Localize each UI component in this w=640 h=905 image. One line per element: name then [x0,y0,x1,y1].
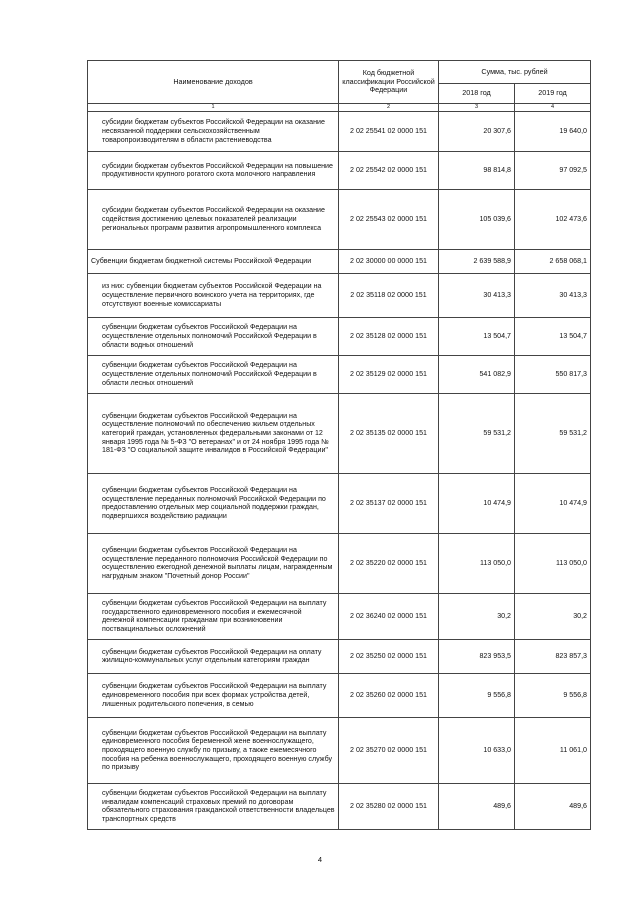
table-row [88,189,591,249]
table-row [88,393,591,473]
row-code: 2 02 30000 00 0000 151 [339,249,439,273]
row-name: субсидии бюджетам субъектов Российской Федерации на оказание несвязанной поддержки сельскохозяйственным товаропроизводителям в области растениеводства [88,111,339,151]
row-2018-value: 2 639 588,9 [439,249,515,273]
row-2019-value: 11 061,0 [515,717,591,783]
row-2018-value: 823 953,5 [439,639,515,673]
row-2019-value: 59 531,2 [515,393,591,473]
row-2019-value: 102 473,6 [515,189,591,249]
row-code: 2 02 25541 02 0000 151 [339,111,439,151]
page-number: 4 [317,855,323,864]
row-name: Субвенции бюджетам бюджетной системы Российской Федерации [88,249,339,273]
row-2019-value: 823 857,3 [515,639,591,673]
row-code: 2 02 35220 02 0000 151 [339,533,439,593]
row-code: 2 02 36240 02 0000 151 [339,593,439,639]
row-code: 2 02 35137 02 0000 151 [339,473,439,533]
row-code: 2 02 35128 02 0000 151 [339,317,439,355]
row-2019-value: 30 413,3 [515,273,591,317]
table-row [88,593,591,639]
row-2019-value: 19 640,0 [515,111,591,151]
row-2018-value: 20 307,6 [439,111,515,151]
row-name: субвенции бюджетам субъектов Российской Федерации на выплату единовременного пособия беременной жене военнослужащего, проходящего военную службу по призыву, а также ежемесячного пособия на ребенка военнослужащего, проходящего военную службу по призыву [88,717,339,783]
table-row [88,273,591,317]
header-row-top [88,61,591,84]
table-row [88,317,591,355]
table-row [88,111,591,151]
row-name: субвенции бюджетам субъектов Российской Федерации на выплату государственного единовременного пособия и ежемесячной денежной компенсации гражданам при возникновении поствакцинальных осложнений [88,593,339,639]
header-name: Наименование доходов [88,61,339,104]
row-name: субсидии бюджетам субъектов Российской Федерации на оказание содействия достижению целевых показателей реализации региональных программ развития агропромышленного комплекса [88,189,339,249]
row-name: субсидии бюджетам субъектов Российской Федерации на повышение продуктивности крупного рогатого скота молочного направления [88,151,339,189]
row-code: 2 02 35270 02 0000 151 [339,717,439,783]
table-row [88,355,591,393]
row-2018-value: 113 050,0 [439,533,515,593]
row-2019-value: 9 556,8 [515,673,591,717]
table-row-group-total [88,249,591,273]
row-code: 2 02 35260 02 0000 151 [339,673,439,717]
row-2018-value: 105 039,6 [439,189,515,249]
row-code: 2 02 35129 02 0000 151 [339,355,439,393]
table-row [88,151,591,189]
row-code: 2 02 25542 02 0000 151 [339,151,439,189]
revenue-table-sheet [87,60,590,830]
row-2019-value: 10 474,9 [515,473,591,533]
row-2019-value: 550 817,3 [515,355,591,393]
header-code: Код бюджетной классификации Российской Федерации [339,61,439,104]
row-2018-value: 541 082,9 [439,355,515,393]
row-name: субвенции бюджетам субъектов Российской Федерации на осуществление отдельных полномочий Российской Федерации в области водных отношений [88,317,339,355]
row-code: 2 02 35280 02 0000 151 [339,783,439,829]
table-row [88,783,591,829]
row-2018-value: 30,2 [439,593,515,639]
table-row [88,673,591,717]
row-name: субвенции бюджетам субъектов Российской Федерации на оплату жилищно-коммунальных услуг отдельным категориям граждан [88,639,339,673]
row-2019-value: 489,6 [515,783,591,829]
header-sum: Сумма, тыс. рублей [439,61,591,84]
column-number-3: 3 [439,104,515,112]
table-row [88,639,591,673]
header-year-2018: 2018 год [439,84,515,104]
row-2019-value: 13 504,7 [515,317,591,355]
row-name: субвенции бюджетам субъектов Российской Федерации на выплату единовременного пособия при всех формах устройства детей, лишенных родительского попечения, в семью [88,673,339,717]
table-row [88,717,591,783]
row-2018-value: 10 633,0 [439,717,515,783]
row-name: из них: субвенции бюджетам субъектов Российской Федерации на осуществление первичного воинского учета на территориях, где отсутствуют военные комиссариаты [88,273,339,317]
row-2019-value: 97 092,5 [515,151,591,189]
table-row [88,473,591,533]
column-number-row [88,104,591,112]
row-name: субвенции бюджетам субъектов Российской Федерации на осуществление переданных полномочий Российской Федерации по предоставлению отдельных мер социальной поддержки граждан, подвергшихся воздействию радиации [88,473,339,533]
table-row [88,533,591,593]
row-code: 2 02 25543 02 0000 151 [339,189,439,249]
row-2018-value: 98 814,8 [439,151,515,189]
row-name: субвенции бюджетам субъектов Российской Федерации на осуществление полномочий по обеспечению жильем отдельных категорий граждан, установленных федеральными законами от 12 января 1995 года № 5-ФЗ "О ветеранах" и от 24 ноября 1995 года № 181-ФЗ "О социальной защите инвалидов в Российской Федерации" [88,393,339,473]
row-2018-value: 489,6 [439,783,515,829]
row-name: субвенции бюджетам субъектов Российской Федерации на выплату инвалидам компенсаций страховых премий по договорам обязательного страхования гражданской ответственности владельцев транспортных средств [88,783,339,829]
row-2019-value: 113 050,0 [515,533,591,593]
row-2018-value: 59 531,2 [439,393,515,473]
revenue-table [87,60,591,830]
row-code: 2 02 35250 02 0000 151 [339,639,439,673]
row-2018-value: 9 556,8 [439,673,515,717]
row-2018-value: 10 474,9 [439,473,515,533]
row-2019-value: 2 658 068,1 [515,249,591,273]
row-2019-value: 30,2 [515,593,591,639]
row-name: субвенции бюджетам субъектов Российской Федерации на осуществление переданного полномочия Российской Федерации по осуществлению ежегодной денежной выплаты лицам, награжденным нагрудным знаком "Почетный донор России" [88,533,339,593]
row-code: 2 02 35135 02 0000 151 [339,393,439,473]
column-number-1: 1 [88,104,339,112]
header-year-2019: 2019 год [515,84,591,104]
row-code: 2 02 35118 02 0000 151 [339,273,439,317]
column-number-2: 2 [339,104,439,112]
row-2018-value: 30 413,3 [439,273,515,317]
column-number-4: 4 [515,104,591,112]
row-2018-value: 13 504,7 [439,317,515,355]
row-name: субвенции бюджетам субъектов Российской Федерации на осуществление отдельных полномочий Российской Федерации в области лесных отношений [88,355,339,393]
